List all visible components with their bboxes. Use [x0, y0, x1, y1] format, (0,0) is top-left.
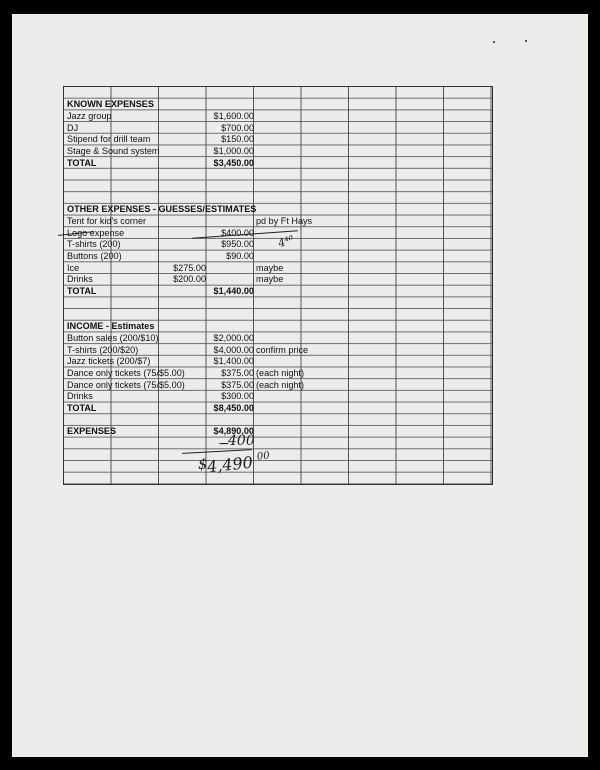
expense-label: DJ: [67, 123, 79, 133]
income-amount: $2,000.00: [213, 333, 254, 343]
table-row: [64, 332, 492, 344]
income-header-row: [64, 320, 492, 332]
expense-subamount: $200.00: [173, 274, 206, 284]
expense-subamount: $275.00: [173, 263, 206, 273]
income-label: Dance only tickets (75/$5.00): [67, 380, 185, 390]
handwritten-note: 4⁴⁰: [276, 232, 296, 251]
income-label: Drinks: [67, 391, 93, 401]
total-label: TOTAL: [67, 403, 97, 413]
expense-note: pd by Ft Hays: [256, 216, 313, 226]
total-label: TOTAL: [67, 286, 97, 296]
expense-note: maybe: [256, 263, 284, 273]
other-expenses-header: OTHER EXPENSES - GUESSES/ESTIMATES: [67, 204, 257, 214]
table-row: [64, 133, 492, 145]
expenses-label: EXPENSES: [67, 426, 117, 436]
income-header: INCOME - Estimates: [67, 321, 155, 331]
table-row: [64, 110, 492, 122]
expense-label: Tent for kid's corner: [67, 216, 147, 226]
expense-amount: $90.00: [226, 251, 254, 261]
expense-label: Ice: [67, 263, 80, 273]
income-amount: $300.00: [221, 391, 254, 401]
expenses-summary-row: [64, 425, 492, 437]
expense-amount: $1,000.00: [213, 146, 254, 156]
expenses-amount: $4,890.00: [213, 426, 254, 436]
known-total-row: [64, 157, 492, 169]
total-amount: $3,450.00: [213, 158, 254, 168]
income-label: Dance only tickets (75/$5.00): [67, 368, 185, 378]
table-row: [64, 390, 492, 402]
income-label: Button sales (200/$10): [67, 333, 159, 343]
income-total-row: [64, 402, 492, 414]
income-note: (each night): [256, 380, 305, 390]
income-label: T-shirts (200/$20): [67, 345, 139, 355]
income-amount: $4,000.00: [213, 345, 254, 355]
total-amount: $1,440.00: [213, 286, 254, 296]
handwritten-subtract: 400: [228, 433, 255, 449]
income-amount: $375.00: [221, 380, 254, 390]
income-amount: $375.00: [221, 368, 254, 378]
handwritten-result-prefix: $: [198, 455, 208, 473]
expense-label: Drinks: [67, 274, 93, 284]
expense-amount: $150.00: [221, 134, 254, 144]
budget-spreadsheet: [63, 86, 493, 485]
known-expenses-header-row: [64, 98, 492, 110]
expense-label: Logo expense: [67, 228, 125, 238]
expense-amount: $1,600.00: [213, 111, 254, 121]
expense-amount: $400.00: [221, 228, 254, 238]
expense-amount: $700.00: [221, 123, 254, 133]
expense-label: T-shirts (200): [67, 239, 121, 249]
expense-amount: $950.00: [221, 239, 254, 249]
handwritten-result-cents: 00: [256, 450, 271, 463]
income-label: Jazz tickets (200/$7): [67, 356, 151, 366]
table-row: [64, 367, 492, 379]
expense-label: Stage & Sound system: [67, 146, 160, 156]
table-row: [64, 250, 492, 262]
expense-note: maybe: [256, 274, 284, 284]
speck: [493, 41, 495, 43]
other-expenses-header-row: [64, 203, 492, 215]
expense-label: Buttons (200): [67, 251, 122, 261]
income-amount: $1,400.00: [213, 356, 254, 366]
table-row: [64, 355, 492, 367]
total-label: TOTAL: [67, 158, 97, 168]
expense-label: Stipend for drill team: [67, 134, 151, 144]
table-row: [64, 215, 492, 227]
table-row: [64, 273, 492, 285]
expense-label: Jazz group: [67, 111, 112, 121]
total-amount: $8,450.00: [213, 403, 254, 413]
handwritten-result: 4,490: [206, 452, 254, 477]
other-total-row: [64, 285, 492, 297]
handwritten-minus: −: [218, 436, 230, 452]
table-row: [64, 145, 492, 157]
income-note: (each night): [256, 368, 305, 378]
income-note: confirm price: [256, 345, 309, 355]
speck: [525, 40, 527, 42]
known-expenses-header: KNOWN EXPENSES: [67, 99, 154, 109]
